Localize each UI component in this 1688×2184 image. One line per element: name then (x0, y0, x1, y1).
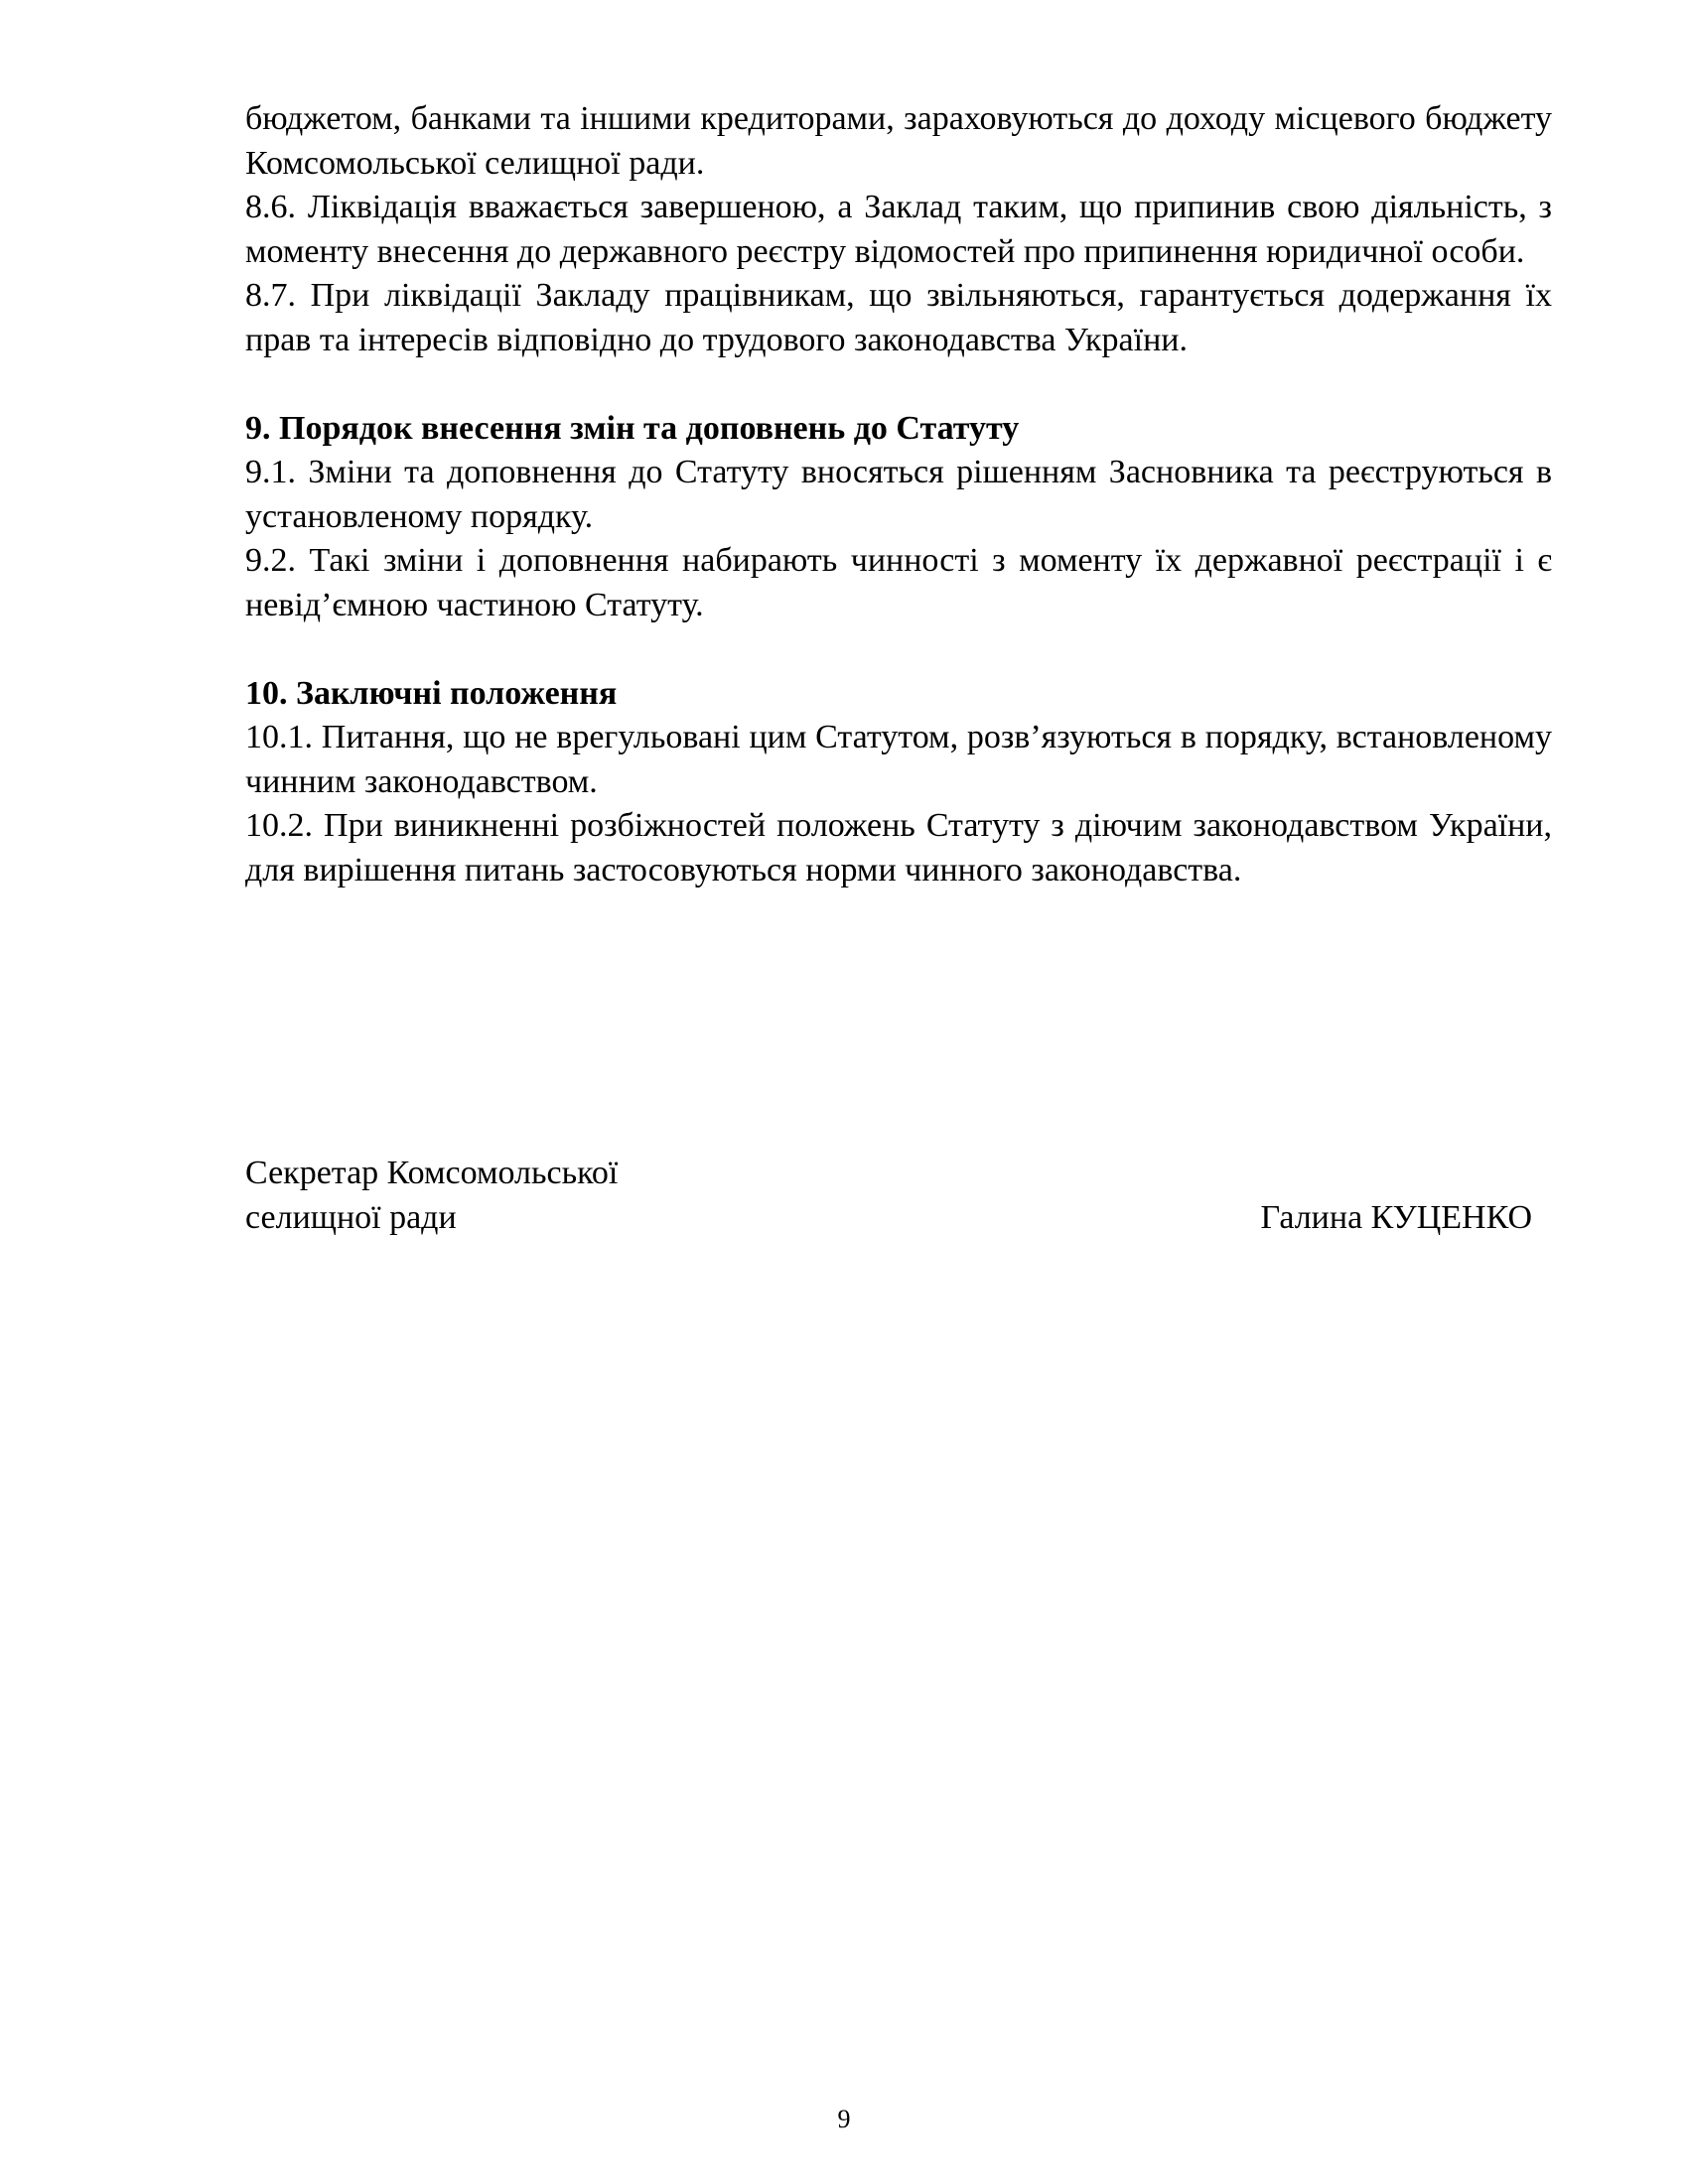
paragraph-9-2: 9.2. Такі зміни і доповнення набирають чинності з моменту їх державної реєстрації і є невід’ємною частиною Статуту. (245, 542, 1552, 623)
page-number: 9 (837, 2105, 851, 2133)
signature-block (245, 1152, 1532, 1240)
signatory-title-line2: селищної ради (245, 1198, 457, 1236)
paragraph-8-6: 8.6. Ліквідація вважається завершеною, а Заклад таким, що припинив свою діяльність, з моменту внесення до державного реєстру відомостей про припинення юридичної особи. (245, 189, 1552, 270)
signatory-name: Галина КУЦЕНКО (1260, 1198, 1532, 1236)
paragraph-10-2: 10.2. При виникненні розбіжностей положень Статуту з діючим законодавством України, для вирішення питань застосовуються норми чинного законодавства. (245, 807, 1552, 888)
section-9-heading: 9. Порядок внесення змін та доповнень до Статуту (245, 409, 1020, 447)
spacer (245, 627, 1552, 672)
section-10-heading: 10. Заключні положення (245, 674, 618, 712)
paragraph-8-7: 8.7. При ліквідації Закладу працівникам, що звільняються, гарантується додержання їх прав та інтересів відповідно до трудового законодавства України. (245, 277, 1552, 358)
spacer (245, 362, 1552, 407)
document-body (245, 97, 1552, 892)
signature-row (245, 1196, 1532, 1241)
paragraph-8-5-continuation: бюджетом, банками та іншими кредиторами, зараховуються до доходу місцевого бюджету Комсомольської селищної ради. (245, 100, 1552, 182)
signatory-title-line1: Секретар Комсомольської (245, 1155, 619, 1191)
paragraph-9-1: 9.1. Зміни та доповнення до Статуту вносяться рішенням Засновника та реєструються в установленому порядку. (245, 454, 1552, 535)
paragraph-10-1: 10.1. Питання, що не врегульовані цим Статутом, розв’язуються в порядку, встановленому чинним законодавством. (245, 719, 1552, 800)
